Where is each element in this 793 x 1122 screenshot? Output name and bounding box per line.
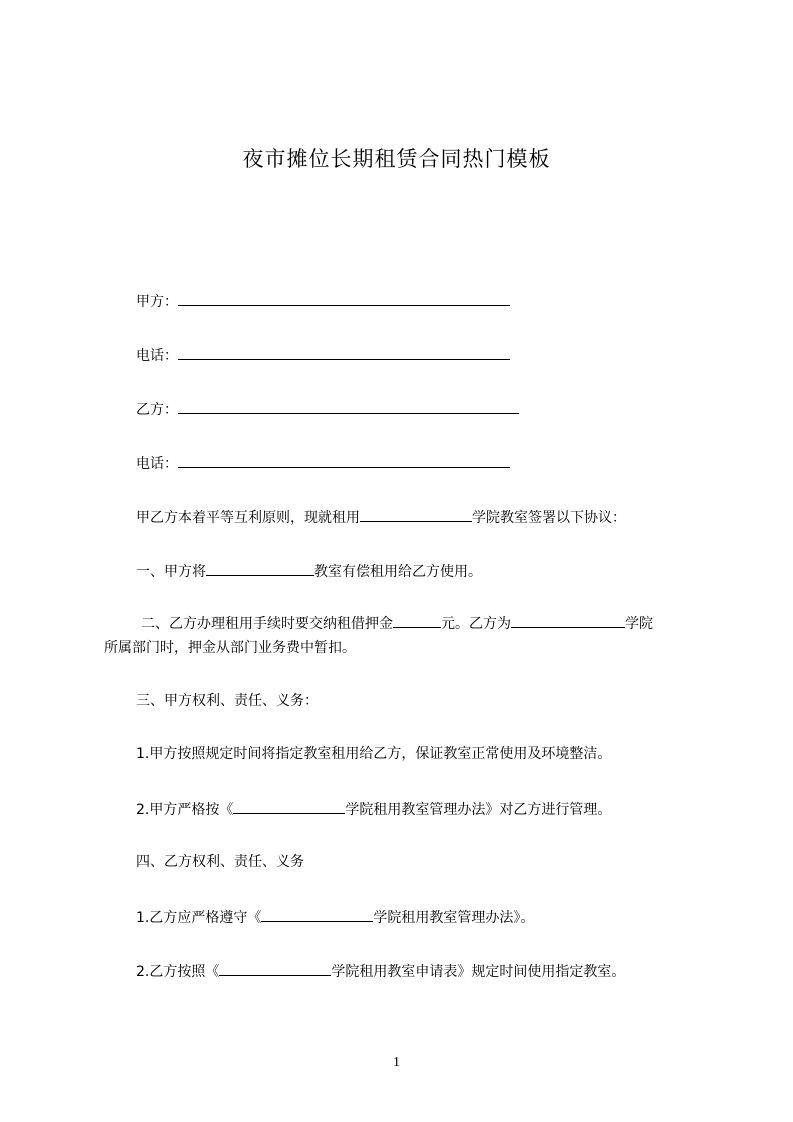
clause-2-line-2: 所属部门时，押金从部门业务费中暂扣。	[104, 640, 356, 656]
clause-2-mid: 元。乙方为	[441, 616, 511, 632]
phone-a-line	[136, 344, 510, 366]
clause-3-item-2-pre: 2.甲方严格按《	[136, 802, 234, 818]
clause-2	[141, 612, 653, 634]
clause-4-item-1-pre: 1.乙方应严格遵守《	[136, 910, 262, 926]
party-b-blank[interactable]	[178, 398, 519, 414]
phone-b-blank[interactable]	[178, 452, 510, 468]
deposit-amount-blank[interactable]	[393, 612, 441, 628]
clause-3-item-2	[136, 798, 611, 820]
party-a-label: 甲方：	[136, 294, 178, 310]
clause-1	[136, 560, 482, 582]
party-b-label: 乙方：	[136, 402, 178, 418]
party-b-line	[136, 398, 519, 420]
phone-b-label: 电话：	[136, 456, 178, 472]
clause-2-college-blank[interactable]	[511, 612, 625, 628]
intro-text-post: 学院教室签署以下协议：	[472, 510, 626, 526]
phone-a-blank[interactable]	[178, 344, 510, 360]
party-a-blank[interactable]	[178, 290, 510, 306]
clause-3-heading: 三、甲方权利、责任、义务：	[136, 693, 318, 709]
intro-text-pre: 甲乙方本着平等互利原则，现就租用	[136, 510, 360, 526]
clause-4-item-1-post: 学院租用教室管理办法》。	[373, 910, 535, 926]
clause-3-item-2-post: 学院租用教室管理办法》对乙方进行管理。	[345, 802, 612, 818]
college-name-blank[interactable]	[360, 506, 472, 522]
clause-4-item-2-post: 学院租用教室申请表》规定时间使用指定教室。	[331, 964, 626, 980]
clause-4-item-2-pre: 2.乙方按照《	[136, 964, 220, 980]
party-a-line	[136, 290, 510, 312]
clause-3-college-blank[interactable]	[233, 798, 345, 814]
clause-4-heading: 四、乙方权利、责任、义务	[136, 854, 304, 870]
clause-2-pre: 二、乙方办理租用手续时要交纳租借押金	[141, 616, 393, 632]
document-title: 夜市摊位长期租赁合同热门模板	[242, 147, 551, 171]
clause-4-college-blank-1[interactable]	[261, 906, 373, 922]
clause-4-item-1	[136, 906, 534, 928]
clause-1-post: 教室有偿租用给乙方使用。	[314, 564, 482, 580]
phone-b-line	[136, 452, 510, 474]
clause-4-item-2	[136, 960, 625, 982]
intro-paragraph	[136, 506, 626, 528]
clause-3-item-1: 1.甲方按照规定时间将指定教室租用给乙方，保证教室正常使用及环境整洁。	[136, 746, 612, 762]
clause-1-pre: 一、甲方将	[136, 564, 206, 580]
page-number: 1	[393, 1055, 400, 1070]
classroom-blank[interactable]	[206, 560, 314, 576]
clause-4-college-blank-2[interactable]	[219, 960, 331, 976]
clause-2-post: 学院	[625, 616, 653, 632]
phone-a-label: 电话：	[136, 348, 178, 364]
